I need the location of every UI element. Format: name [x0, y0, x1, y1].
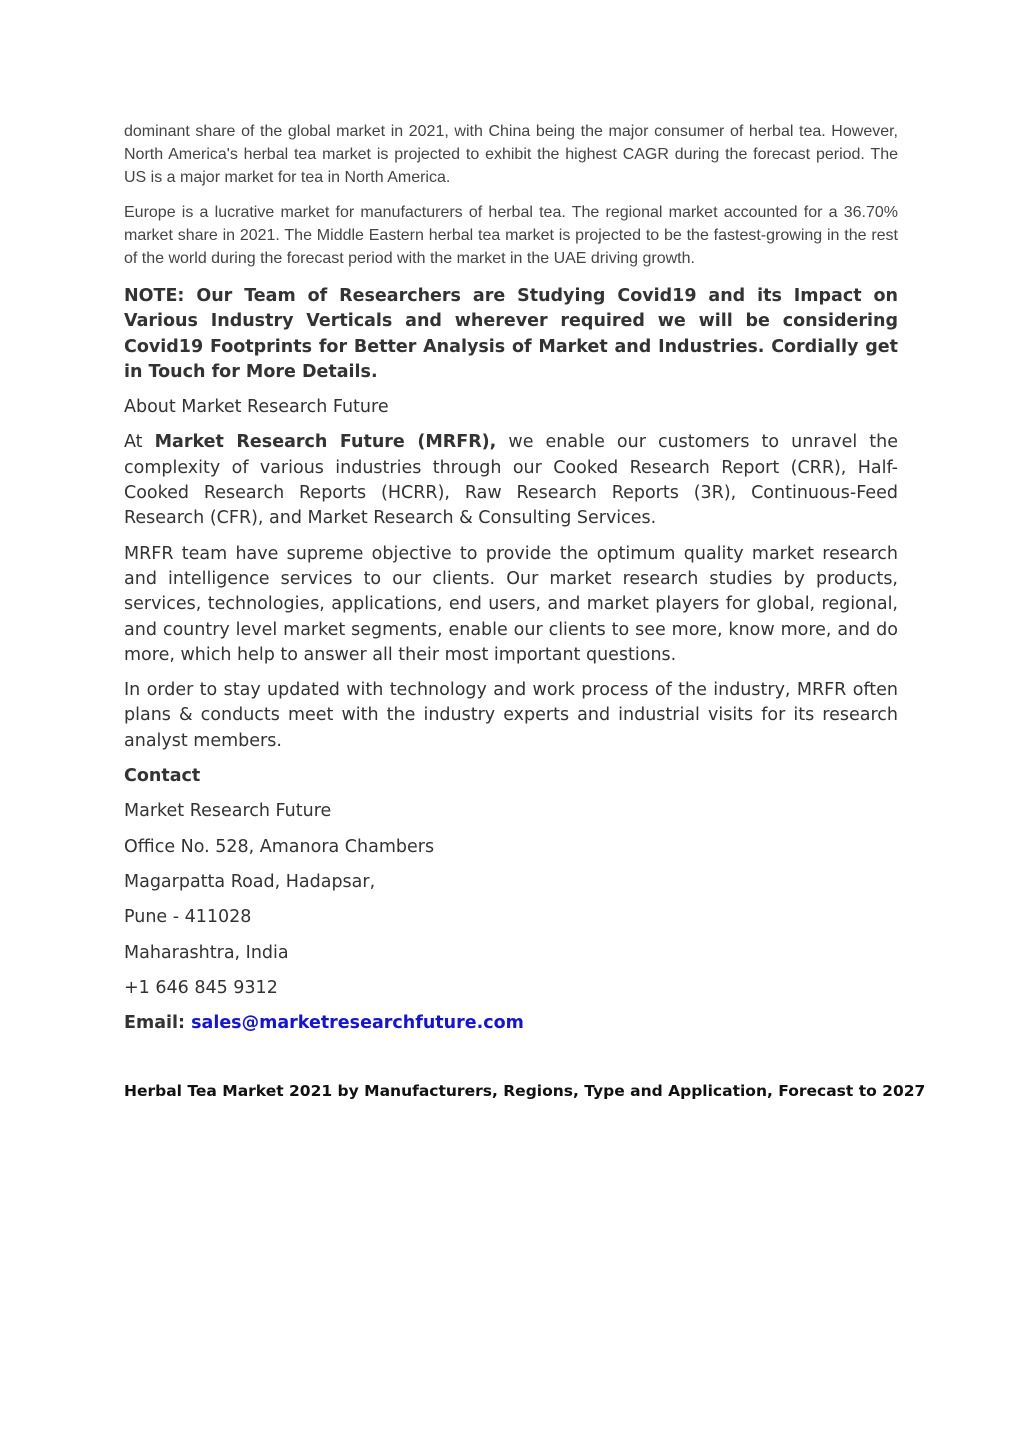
about-prefix: At — [124, 432, 155, 453]
contact-office: Office No. 528, Amanora Chambers — [124, 836, 435, 857]
document-page — [124, 120, 926, 1102]
contact-city: Pune - 411028 — [124, 907, 252, 928]
about-paragraph-1 — [124, 430, 898, 531]
paragraph-europe: Europe is a lucrative market for manufacturers of herbal tea. The regional market accounted for a 36.70% market share in 2021. The Middle Eastern herbal tea market is projected to be the fastest-growing in the rest of the world during the forecast period with the market in the UAE driving growth. — [124, 204, 898, 267]
contact-company: Market Research Future — [124, 801, 332, 822]
contact-email-line — [124, 1011, 898, 1036]
contact-state: Maharashtra, India — [124, 942, 289, 963]
about-paragraph-1-rest: we enable our customers to unravel the complexity of various industries through our Cooked Research Report (CRR), Half-Cooked Research Reports (HCRR), Raw Research Reports (3R), Continuous-Feed Research (CFR), and Market Research & Consulting Services. — [124, 432, 899, 529]
paragraph-market-share: dominant share of the global market in 2021, with China being the major consumer of herbal tea. However, North America's herbal tea market is projected to exhibit the highest CAGR during the forecast period. The US is a major market for tea in North America. — [124, 123, 898, 186]
contact-heading: Contact — [124, 766, 201, 787]
footer-title: Herbal Tea Market 2021 by Manufacturers, Regions, Type and Application, Forecast to 2027 — [124, 1082, 926, 1101]
note-paragraph: NOTE: Our Team of Researchers are Studying Covid19 and its Impact on Various Industry Verticals and wherever required we will be considering Covid19 Footprints for Better Analysis of Market and Industries. Cordially get in Touch for More Details. — [124, 286, 898, 382]
contact-phone: +1 646 845 9312 — [124, 977, 278, 998]
about-paragraph-2: MRFR team have supreme objective to provide the optimum quality market research and intelligence services to our clients. Our market research studies by products, services, technologies, applications, end users, and market players for global, regional, and country level market segments, enable our clients to see more, know more, and do more, which help to answer all their most important questions. — [124, 543, 898, 665]
about-paragraph-3: In order to stay updated with technology and work process of the industry, MRFR often plans & conducts meet with the industry experts and industrial visits for its research analyst members. — [124, 680, 898, 751]
about-heading: About Market Research Future — [124, 397, 389, 418]
email-link[interactable]: sales@marketresearchfuture.com — [191, 1013, 524, 1034]
email-label: Email: — [124, 1013, 185, 1034]
company-name-bold: Market Research Future (MRFR), — [154, 432, 497, 453]
contact-road: Magarpatta Road, Hadapsar, — [124, 871, 376, 892]
